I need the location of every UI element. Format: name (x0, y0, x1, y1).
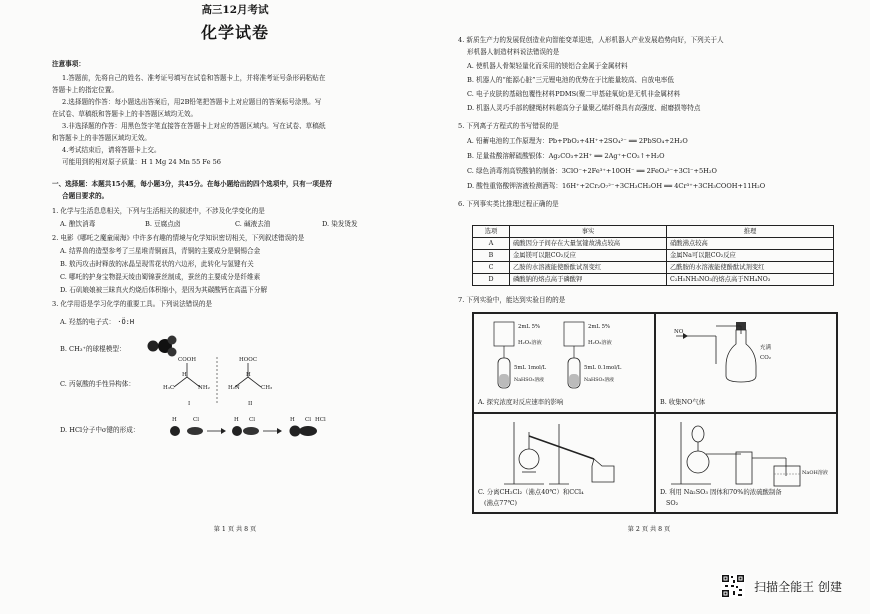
option: D. 石矶娘娘被三昧真火灼烧后体积缩小，是因为其碳酸钙在高温下分解 (60, 286, 268, 294)
notice-line: 4.考试结束后，请将答题卡上交。 (62, 146, 161, 154)
chem-label: H (182, 372, 187, 378)
option: A. 使机器人骨架轻量化而采用的镁铝合金属于金属材料 (467, 62, 628, 70)
apparatus-label: NaHSO₃溶液 (514, 378, 544, 383)
apparatus-label: CO₂ (760, 355, 771, 361)
option: C. 哪吒的护身宝物混天绫由蜀锦蚕丝制成，蚕丝的主要成分是纤维素 (60, 273, 261, 281)
table-cell: 乙酰胺的水溶液能使酚酞试剂变红 (667, 262, 834, 274)
subject-title: 化学试卷 (200, 23, 269, 42)
apparatus-label: 5mL 1mol/L (514, 365, 547, 371)
apparatus-label: NaOH溶液 (802, 470, 828, 476)
table-cell: 金属镁可以跟CO₂反应 (510, 250, 667, 262)
page-number: 第 2 页 共 8 页 (627, 526, 671, 533)
notice-line: 和答题卡上的非答题区域均无效。 (52, 134, 151, 142)
option: B. 豆腐点卤 (145, 220, 181, 228)
table-cell: C₂H₅NH₃NO₃的熔点高于NH₄NO₃ (667, 274, 834, 286)
question-2: 2. 电影《哪吒之魔童闹海》中许多有趣的情境与化学知识密切相关，下列叙述错误的是 (52, 234, 305, 242)
chem-label: Cl (193, 417, 199, 423)
table-cell: B (473, 250, 510, 262)
chem-label: HCl (315, 417, 326, 423)
apparatus-label: 2mL 5% (518, 324, 540, 330)
notice-line: 3.非选择题的作答：用黑色签字笔直接答在答题卡上对应的答题区域内。写在试卷、草稿纸 (62, 122, 326, 130)
chem-label: HOOC (239, 357, 258, 363)
chem-label: CH₃ (261, 385, 273, 391)
table-row (473, 262, 834, 274)
option: A. 酿饮消毒 (60, 220, 96, 228)
apparatus-label: NaHSO₃溶液 (584, 378, 614, 383)
experiment-d (655, 413, 837, 513)
table-cell: 乙胺的水溶液能使酚酞试剂变红 (510, 262, 667, 274)
option: C. 电子皮肤的基础包覆性材料PDMS(聚二甲基硅氧烷)是无机非金属材料 (467, 90, 681, 98)
table-cell: 金属Na可以跟CO₂反应 (667, 250, 834, 262)
apparatus-label: 充满 (760, 345, 772, 351)
section-heading: 合题目要求的。 (62, 192, 109, 200)
page-number: 第 1 页 共 8 页 (213, 526, 257, 533)
option: B. 足量盐酸溶解硫酸银体：Ag₂CO₃+2H⁺ ══ 2Ag⁺+CO₂↑+H₂O (467, 152, 665, 160)
chem-label: H (246, 372, 251, 378)
exam-title: 高三12月考试 (201, 4, 269, 16)
question-4: 形机器人制造材料说法错误的是 (467, 48, 560, 56)
option: D. 染发烫发 (322, 220, 358, 228)
table-cell: 硝酸沸点较高 (667, 238, 834, 250)
scanner-watermark: 扫描全能王 创建 (754, 580, 842, 594)
apparatus-label: H₂O₂溶液 (518, 340, 542, 346)
table-cell: D (473, 274, 510, 286)
chem-label: H₃C (163, 385, 175, 391)
distillation-apparatus (474, 414, 656, 489)
table-cell: 磷酸钠的熔点高于磷酸钾 (510, 274, 667, 286)
question-1: 1. 化学与生活息息相关，下列与生活相关的叙述中，不涉及化学变化的是 (52, 207, 265, 215)
table-cell: C (473, 262, 510, 274)
experiment-caption: (沸点77℃) (484, 499, 518, 507)
qr-code-icon (721, 574, 745, 598)
table-row (473, 274, 834, 286)
table-header (473, 226, 834, 238)
chem-label: Cl (249, 417, 255, 423)
gas-collection-apparatus (656, 314, 838, 392)
notice-heading: 注意事项： (52, 60, 85, 68)
experiment-caption: SO₂ (666, 499, 679, 507)
option: D. HCl分子中σ键的形成： (60, 426, 140, 434)
experiment-caption: B. 收集NO气体 (660, 398, 706, 406)
option: D. 机器人灵巧手部的腱绳材料超高分子量聚乙烯纤维具有高强度、耐磨损等特点 (467, 104, 701, 112)
chem-label: H (234, 417, 239, 423)
chem-label: NH₂ (198, 385, 210, 391)
table-header-cell: 事实 (510, 226, 667, 238)
experiment-grid (472, 312, 838, 514)
apparatus-label: NO (674, 329, 684, 335)
apparatus-label: 5mL 0.1mol/L (584, 365, 622, 371)
option: A. 铅蓄电池的工作原理为：Pb+PbO₂+4H⁺+2SO₄²⁻ ══ 2PbSO₄+2H₂O (467, 137, 688, 145)
atomic-mass-line: 可能用到的相对原子质量：H 1 Mg 24 Mn 55 Fe 56 (62, 158, 221, 166)
question-4: 4. 新质生产力的发展促创造业向智能变革迎进，人形机器人产业发展趋势向好，下列关于人 (458, 36, 724, 44)
table-cell: A (473, 238, 510, 250)
option: D. 酸性重铬酸钾溶液检测酒驾：16H⁺+2Cr₂O₇²⁻+3CH₃CH₂OH ══ 4Cr³⁺+3CH₃COOH+11H₂O (467, 182, 766, 190)
experiment-a (473, 313, 655, 413)
option: C. 绿色消毒剂高铁酸钠的制备：3ClO⁻+2Fe³⁺+10OH⁻ ══ 2FeO₄²⁻+3Cl⁻+5H₂O (467, 167, 717, 175)
page-two (458, 0, 840, 560)
chem-label: I (188, 401, 191, 407)
hydroxyl-formula: ·Ö:H (117, 318, 135, 326)
notice-line: 在试卷、草稿纸和答题卡上的非答题区域均无效。 (52, 110, 198, 118)
section-heading: 一、选择题：本题共15小题，每小题3分，共45分。在每小题给出的四个选项中，只有一项是符 (52, 180, 333, 188)
experiment-c (473, 413, 655, 513)
option: B. 敖丙攻击时释放的冰晶呈现雪花状的六边形，此转化与氢键有关 (60, 260, 254, 268)
option-label: A. 羟基的电子式： (60, 318, 116, 326)
question-7: 7. 下列实验中，能达到实验目的的是 (458, 296, 566, 304)
notice-line: 1.答题前，先将自己的姓名、准考证号填写在试卷和答题卡上，并将准考证号条形码粘贴在 (62, 74, 326, 82)
notice-line: 答题卡上的指定位置。 (52, 86, 118, 94)
option (60, 318, 134, 327)
notice-line: 2.选择题的作答：每小题选出答案后，用2B铅笔把答题卡上对应题目的答案标号涂黑。写 (62, 98, 322, 106)
experiment-b (655, 313, 837, 413)
fact-reasoning-table (472, 225, 834, 286)
table-row (473, 250, 834, 262)
apparatus-label: H₂O₂溶液 (588, 340, 612, 346)
chem-label: H (172, 417, 177, 423)
table-header-cell: 选项 (473, 226, 510, 238)
question-5: 5. 下列离子方程式的书写错误的是 (458, 122, 559, 130)
chem-label: Cl (305, 417, 311, 423)
chem-label: COOH (178, 357, 197, 363)
option: C. 碱液去油 (235, 220, 271, 228)
experiment-caption: D. 利用 Na₂SO₃ 固体和70%的浓硫酸制备 (660, 488, 782, 496)
option: C. 丙氨酸的手性异构体： (60, 380, 135, 388)
test-tube-apparatus (474, 314, 656, 392)
page-one (50, 0, 420, 560)
question-6: 6. 下列事实类比推理过程正确的是 (458, 200, 559, 208)
option: B. CH₃⁺的球棍模型： (60, 345, 126, 353)
experiment-caption: A. 探究浓度对反应速率的影响 (478, 398, 564, 406)
table-cell: 硫酸因分子间存在大量氢键故沸点较高 (510, 238, 667, 250)
table-header-cell: 推理 (667, 226, 834, 238)
question-3: 3. 化学用语是学习化学的重要工具。下列说法错误的是 (52, 300, 213, 308)
experiment-caption: C. 分离CH₂Cl₂（沸点40℃）和CCl₄ (478, 488, 584, 496)
table-row (473, 238, 834, 250)
option: A. 结界兽的造型参考了三星堆青铜面具，青铜的主要成分是铜锡合金 (60, 247, 261, 255)
option: B. 机器人的“能源心脏”三元锂电池的优势在于比能量较高、自放电率低 (467, 76, 674, 84)
chem-label: H₂N (228, 385, 240, 391)
apparatus-label: 2mL 5% (588, 324, 610, 330)
chem-label: II (248, 401, 253, 407)
chem-label: H (290, 417, 295, 423)
